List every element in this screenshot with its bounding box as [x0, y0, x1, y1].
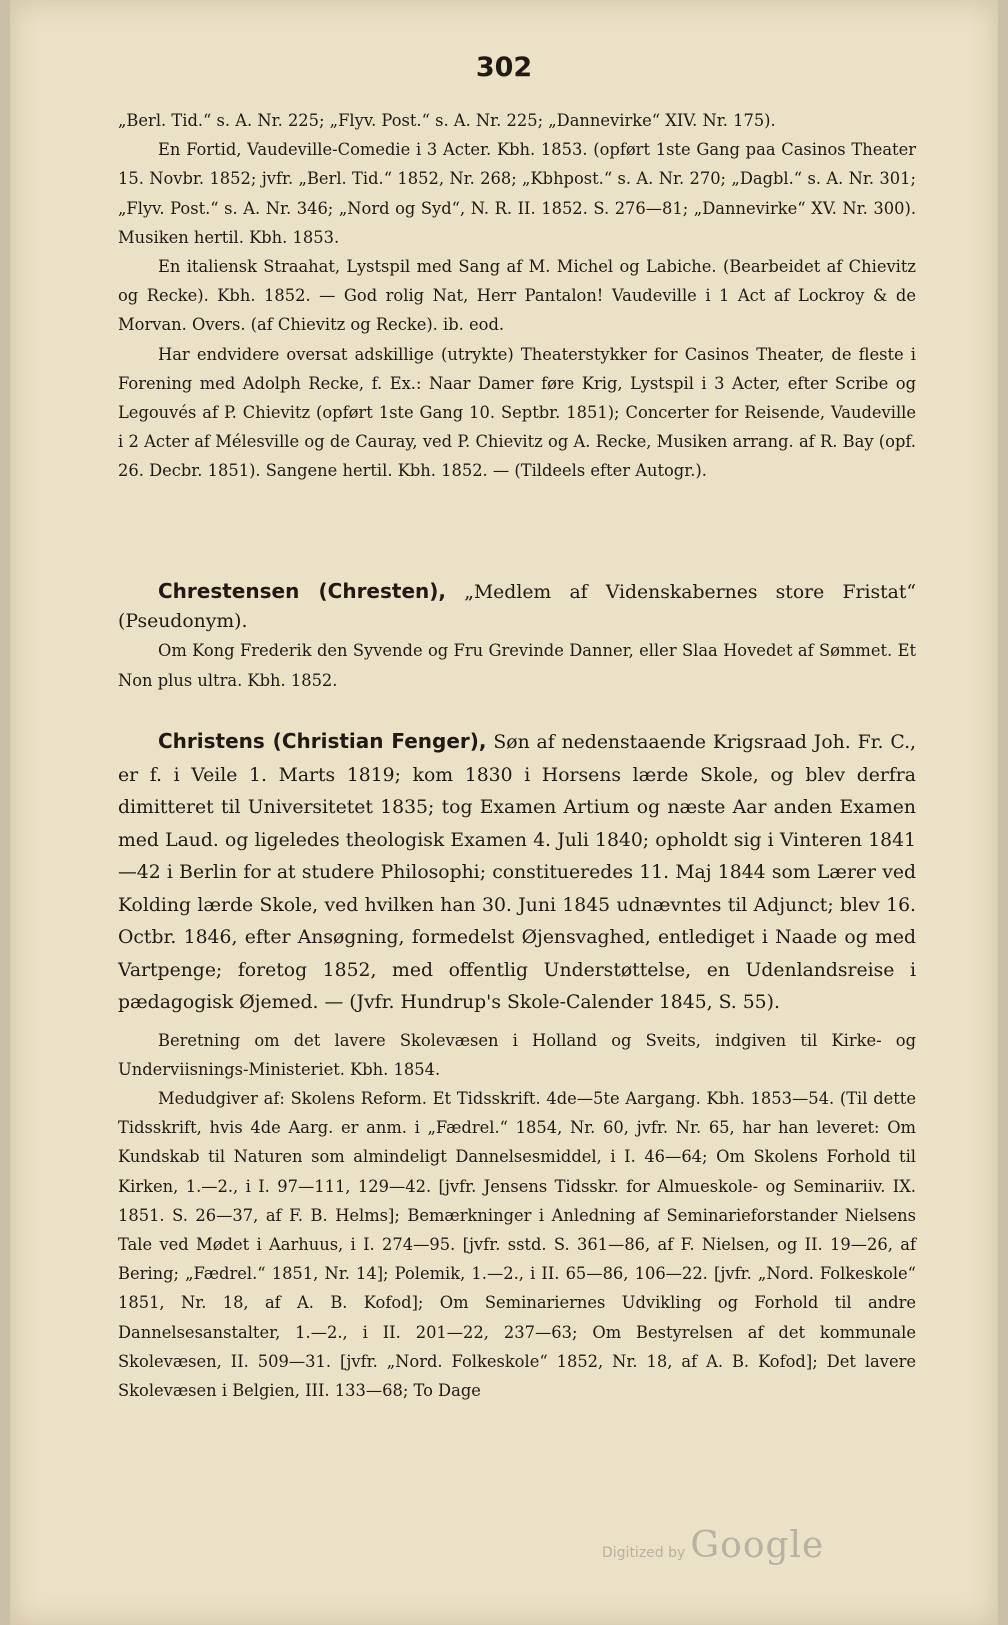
paragraph-prev-3: En italiensk Straahat, Lystspil med Sang af M. Michel og Labiche. (Bearbeidet af Chievitz og Recke). Kbh. 1852. — God rolig Nat, Herr Pantalon! Vaudeville i 1 Act af Lockroy & de Morvan. Overs. (af Chievitz og Recke). ib. eod. — [118, 257, 916, 335]
paragraph-prev-1: „Berl. Tid.“ s. A. Nr. 225; „Flyv. Post.“ s. A. Nr. 225; „Dannevirke“ XIV. Nr. 175). — [118, 111, 776, 130]
google-watermark — [602, 1525, 824, 1566]
biography-text: Søn af nedenstaaende Krigsraad Joh. Fr. C., er f. i Veile 1. Marts 1819; kom 1830 i Horsens lærde Skole, og blev derfra dimitteret til Universitetet 1835; tog Examen Artium og næste Aar anden Examen med Laud. og ligeledes theologisk Examen 4. Juli 1840; opholdt sig i Vinteren 1841—42 i Berlin for at studere Philosophi; constitueredes 11. Maj 1844 som Lærer ved Kolding lærde Skole, ved hvilken han 30. Juni 1845 udnævntes til Adjunct; blev 16. Octbr. 1846, efter Ansøgning, formedelst Øjensvaghed, entlediget i Naade og med Vartpenge; foretog 1852, med offentlig Understøttelse, en Udenlandsreise i pædagogisk Øjemed. — (Jvfr. Hundrup's Skole-Calender 1845, S. 55). — [118, 732, 917, 1013]
entry-heading-chrestensen: Chrestensen (Chresten), — [158, 579, 447, 603]
page-number: 302 — [475, 52, 533, 83]
watermark-small-text: Digitized by — [602, 1545, 686, 1561]
paragraph-prev-2: En Fortid, Vaudeville-Comedie i 3 Acter. Kbh. 1853. (opført 1ste Gang paa Casinos Theater 15. Novbr. 1852; jvfr. „Berl. Tid.“ 1852, Nr. 268; „Kbhpost.“ s. A. Nr. 270; „Dagbl.“ s. A. Nr. 301; „Flyv. Post.“ s. A. Nr. 346; „Nord og Syd“, N. R. II. 1852. S. 276—81; „Dannevirke“ XV. Nr. 300). Musiken hertil. Kbh. 1853. — [118, 140, 916, 247]
watermark-logo-text: Google — [690, 1525, 825, 1566]
book-page — [10, 0, 998, 1625]
paragraph-christens-2: Medudgiver af: Skolens Reform. Et Tidsskrift. 4de—5te Aargang. Kbh. 1853—54. (Til dette Tidsskrift, hvis 4de Aarg. er anm. i „Fædrel.“ 1854, Nr. 60, jvfr. Nr. 65, har han leveret: Om Kundskab til Naturen som almindeligt Dannelsesmiddel, i I. 46—64; Om Skolens Forhold til Kirken, 1.—2., i I. 97—111, 129—42. [jvfr. Jensens Tidsskr. for Almueskole- og Seminariiv. IX. 1851. S. 26—37, af F. B. Helms]; Bemærkninger i Anledning af Seminarieforstander Nielsens Tale ved Mødet i Aarhuus, i I. 274—95. [jvfr. sstd. S. 361—86, af F. Nielsen, og II. 19—26, af Bering; „Fædrel.“ 1851, Nr. 14]; Polemik, 1.—2., i II. 65—86, 106—22. [jvfr. „Nord. Folkeskole“ 1851, Nr. 18, af A. B. Kofod]; Om Seminariernes Udvikling og Forhold til andre Dannelsesanstalter, 1.—2., i II. 201—22, 237—63; Om Bestyrelsen af det kommunale Skolevæsen, II. 509—31. [jvfr. „Nord. Folkeskole“ 1852, Nr. 18, af A. B. Kofod]; Det lavere Skolevæsen i Belgien, III. 133—68; To Dage — [118, 1088, 916, 1400]
entry-continuation — [118, 106, 916, 486]
paragraph-chrestensen-1: Om Kong Frederik den Syvende og Fru Grevinde Danner, eller Slaa Hovedet af Sømmet. Et Non plus ultra. Kbh. 1852. — [118, 641, 916, 690]
entry-heading-line — [118, 577, 916, 636]
entry-chrestensen — [118, 577, 916, 695]
paragraph-christens-1: Beretning om det lavere Skolevæsen i Holland og Sveits, indgiven til Kirke- og Underviisnings-Ministeriet. Kbh. 1854. — [118, 1030, 916, 1079]
entry-biography — [118, 725, 916, 1020]
entry-christens — [118, 725, 916, 1405]
entry-heading-rest: „Medlem af Videnskabernes store Fristat“ (Pseudonym). — [118, 582, 916, 633]
paragraph-prev-4: Har endvidere oversat adskillige (utrykte) Theaterstykker for Casinos Theater, de fleste i Forening med Adolph Recke, f. Ex.: Naar Damer føre Krig, Lystspil i 3 Acter, efter Scribe og Legouvés af P. Chievitz (opført 1ste Gang 10. Septbr. 1851); Concerter for Reisende, Vaudeville i 2 Acter af Mélesville og de Cauray, ved P. Chievitz og A. Recke, Musiken arrang. af R. Bay (opf. 26. Decbr. 1851). Sangene hertil. Kbh. 1852. — (Tildeels efter Autogr.). — [118, 344, 916, 481]
entry-heading-christens: Christens (Christian Fenger), — [158, 729, 487, 753]
